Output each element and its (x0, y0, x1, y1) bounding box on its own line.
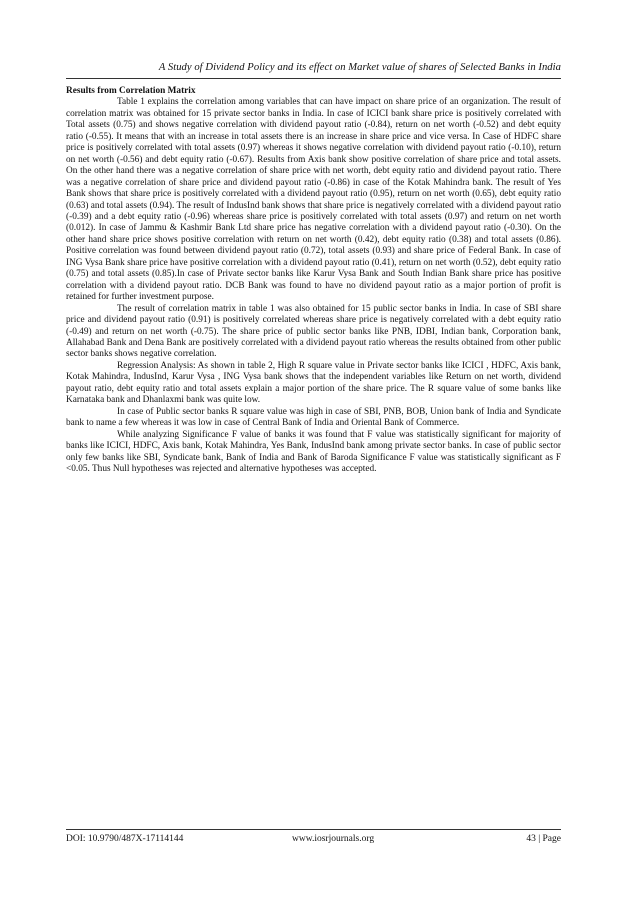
footer-website: www.iosrjournals.org (292, 834, 375, 844)
running-header: A Study of Dividend Policy and its effect on Market value of shares of Selected Banks in India (158, 62, 561, 73)
paragraph-correlation-public: The result of correlation matrix in table 1 was also obtained for 15 public sector banks in India. In case of SBI share price and dividend payout ratio (0.91) is positively correlated whereas share price is negatively correlated with a debt equity ratio (-0.49) and return on net worth (-0.75). The share price of public sector banks like PNB, IDBI, Indian bank, Corporation bank, Allahabad Bank and Dena Bank are positively correlated with a dividend payout ratio whereas the results obtained from other public sector banks shows negative correlation. (66, 303, 561, 360)
footer-page-number: 43 | Page (526, 834, 561, 844)
article-body (66, 86, 561, 475)
paragraph-significance-f: While analyzing Significance F value of banks it was found that F value was statistically significant for majority of banks like ICICI, HDFC, Axis bank, Kotak Mahindra, Yes Bank, IndusInd bank among private sector banks. In case of public sector only few banks like SBI, Syndicate bank, Bank of India and Bank of Baroda Significance F value was statistically significant as F <0.05. Thus Null hypotheses was rejected and alternative hypotheses was accepted. (66, 429, 561, 474)
footer-doi: DOI: 10.9790/487X-17114144 (66, 834, 184, 844)
footer-rule (66, 829, 561, 830)
paragraph-regression-private: Regression Analysis: As shown in table 2, High R square value in Private sector banks like ICICI , HDFC, Axis bank, Kotak Mahindra, IndusInd, Karur Vysa , ING Vysa bank shows that the independent variables like Return on net worth, dividend payout ratio, debt equity ratio and total assets explain a major portion of the share price. The R square value of some banks like Karnataka bank and Dhanlaxmi bank was quite low. (66, 360, 561, 406)
paragraph-regression-public: In case of Public sector banks R square value was high in case of SBI, PNB, BOB, Union bank of India and Syndicate bank to name a few whereas it was low in case of Central Bank of India and Oriental Bank of Commerce. (66, 406, 561, 429)
section-title: Results from Correlation Matrix (66, 86, 196, 96)
header-rule (66, 78, 561, 79)
paragraph-correlation-private: Table 1 explains the correlation among variables that can have impact on share price of an organization. The result of correlation matrix was obtained for 15 private sector banks in India. In case of ICICI bank share price is positively correlated with Total assets (0.75) and shows negative correlation with dividend payout ratio (-0.84), return on net worth (-0.52) and debt equity ratio (-0.55). It means that with an increase in total assets there is an increase in share price and vice versa. In Case of HDFC share price is positively correlated with total assets (0.97) whereas it shows negative correlation with dividend payout ratio (-0.10), return on net worth (-0.56) and debt equity ratio (-0.67). Results from Axis bank show positive correlation of share price and total assets. On the other hand there was a negative correlation of share price with net worth, debt equity ratio and dividend payout ratio. There was a negative correlation of share price and dividend payout ratio (-0.86) in case of the Kotak Mahindra bank. The result of Yes Bank shows that share price is positively correlated with a dividend payout ratio (0.95), return on net worth (0.65), debt equity ratio (0.63) and total assets (0.94). The result of IndusInd bank shows that share price is negatively correlated with a dividend payout ratio (-0.39) and a debt equity ratio (-0.96) whereas share price is positively correlated with total assets (0.97) and return on net worth (0.012). In case of Jammu & Kashmir Bank Ltd share price has negative correlation with a dividend payout ratio (-0.30). On the other hand share price shows positive correlation with return on net worth (0.42), debt equity ratio (0.38) and total assets (0.86). Positive correlation was found between dividend payout ratio (0.72), total assets (0.93) and share price of Federal Bank. In case of ING Vysa Bank share price have positive correlation with a dividend payout ratio (0.41), return on net worth (0.52), debt equity ratio (0.75) and total assets (0.85).In case of Private sector banks like Karur Vysa Bank and South Indian Bank share price has positive correlation with a dividend payout ratio. DCB Bank was found to have no dividend payout ratio as a major portion of profit is retained for further investment purpose. (66, 97, 561, 303)
page-footer (66, 834, 561, 846)
